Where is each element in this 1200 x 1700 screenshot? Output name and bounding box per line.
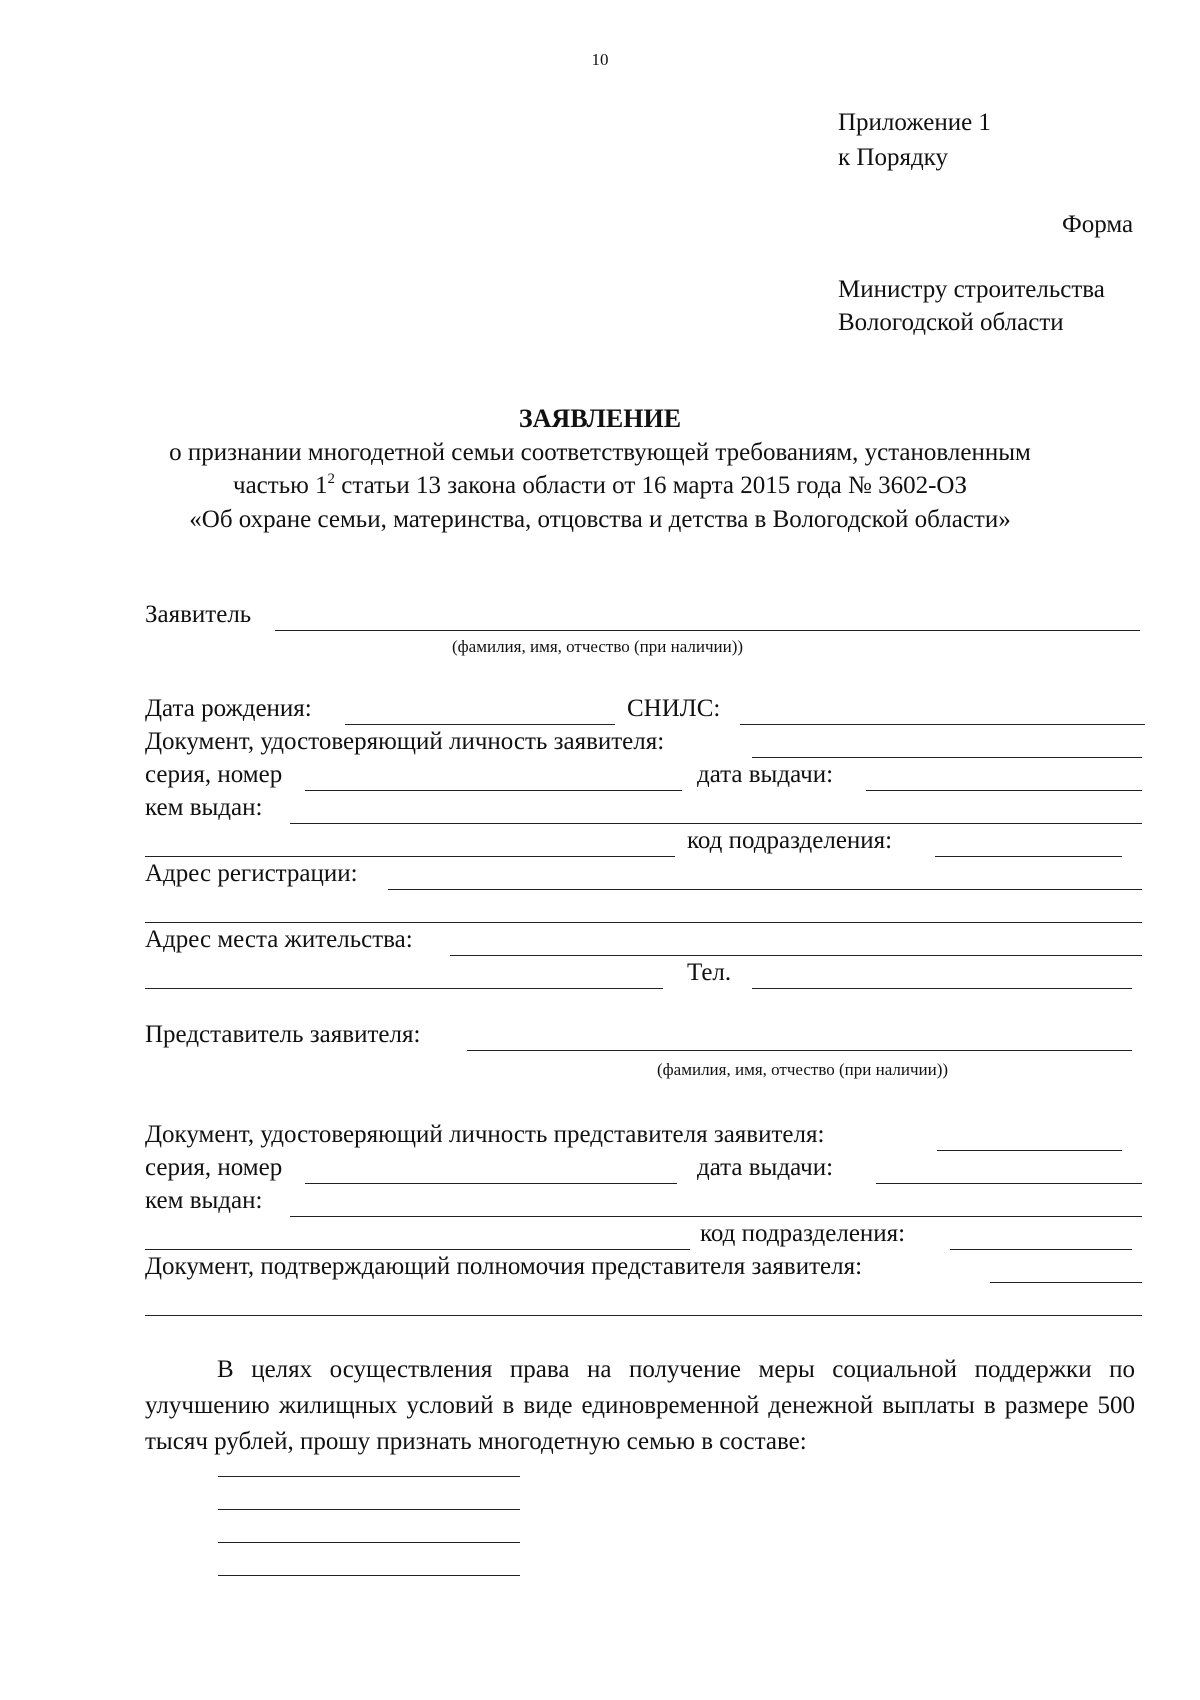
family-member-field-4[interactable]	[218, 1575, 520, 1576]
rep-series-field[interactable]	[305, 1183, 677, 1184]
title-line-1: о признании многодетной семьи соответствующей требованиям, установленным	[169, 439, 1031, 466]
appendix-to-label: к Порядку	[838, 144, 948, 171]
appendix-label: Приложение 1	[838, 109, 991, 136]
addressee-line-2: Вологодской области	[838, 309, 1064, 336]
phone-label: Тел.	[687, 959, 732, 986]
residence-label: Адрес места жительства:	[145, 926, 413, 953]
applicant-name-hint: (фамилия, имя, отчество (при наличии))	[452, 637, 744, 656]
issue-date-field[interactable]	[866, 790, 1142, 791]
rep-dept-code-field[interactable]	[950, 1249, 1132, 1250]
family-member-field-2[interactable]	[218, 1509, 520, 1510]
authority-doc-field-continued[interactable]	[145, 1315, 1142, 1316]
issued-by-label: кем выдан:	[145, 794, 263, 821]
rep-dept-code-label: код подразделения:	[700, 1220, 906, 1247]
reg-address-label: Адрес регистрации:	[145, 860, 358, 887]
birth-date-field[interactable]	[345, 724, 615, 725]
title-line-2: частью $1^2$ статьи 13 закона области от 16 марта 2015 года № 3602-ОЗ	[233, 471, 967, 499]
reg-address-field-continued[interactable]	[145, 922, 1142, 923]
page-number: 10	[591, 50, 609, 69]
issued-by-field[interactable]	[290, 823, 1142, 824]
reg-address-field[interactable]	[388, 889, 1142, 890]
representative-label: Представитель заявителя:	[145, 1021, 421, 1048]
authority-doc-label: Документ, подтверждающий полномочия представителя заявителя:	[145, 1253, 863, 1280]
rep-id-doc-field[interactable]	[937, 1150, 1122, 1151]
rep-id-doc-label: Документ, удостоверяющий личность представителя заявителя:	[145, 1121, 825, 1148]
dept-code-label: код подразделения:	[687, 827, 893, 854]
id-doc-field[interactable]	[752, 757, 1142, 758]
representative-name-field[interactable]	[467, 1050, 1132, 1051]
document-title: ЗАЯВЛЕНИЕ	[518, 404, 682, 433]
rep-issued-by-label: кем выдан:	[145, 1187, 263, 1214]
family-member-field-3[interactable]	[218, 1542, 520, 1543]
form-label: Форма	[1062, 211, 1134, 238]
id-doc-label: Документ, удостоверяющий личность заявителя:	[145, 728, 665, 755]
title-line-3: «Об охране семьи, материнства, отцовства и детства в Вологодской области»	[189, 506, 1011, 533]
applicant-name-field[interactable]	[275, 630, 1140, 631]
snils-label: СНИЛС:	[627, 695, 721, 722]
rep-series-label: серия, номер	[145, 1154, 283, 1181]
series-label: серия, номер	[145, 761, 283, 788]
dept-code-field[interactable]	[935, 856, 1122, 857]
representative-name-hint: (фамилия, имя, отчество (при наличии))	[657, 1060, 949, 1079]
rep-issue-date-label: дата выдачи:	[697, 1154, 834, 1181]
snils-field[interactable]	[740, 724, 1145, 725]
addressee-line-1: Министру строительства	[838, 276, 1105, 303]
residence-field-continued[interactable]	[145, 988, 663, 989]
family-member-field-1[interactable]	[218, 1476, 520, 1477]
birth-date-label: Дата рождения:	[145, 695, 312, 722]
applicant-label: Заявитель	[145, 601, 252, 628]
residence-field[interactable]	[450, 955, 1142, 956]
series-field[interactable]	[305, 790, 682, 791]
authority-doc-field[interactable]	[990, 1282, 1142, 1283]
rep-issued-by-field[interactable]	[290, 1216, 1142, 1217]
rep-issue-date-field[interactable]	[876, 1183, 1142, 1184]
request-paragraph: В целях осуществления права на получение меры социальной поддержки по улучшению жилищных условий в виде единовременной денежной выплаты в размере 500 тысяч рублей, прошу признать многодетную семью в составе:	[145, 1356, 1135, 1455]
rep-issued-by-field-continued[interactable]	[145, 1249, 690, 1250]
issue-date-label: дата выдачи:	[697, 761, 834, 788]
phone-field[interactable]	[752, 988, 1132, 989]
issued-by-field-continued[interactable]	[145, 856, 675, 857]
